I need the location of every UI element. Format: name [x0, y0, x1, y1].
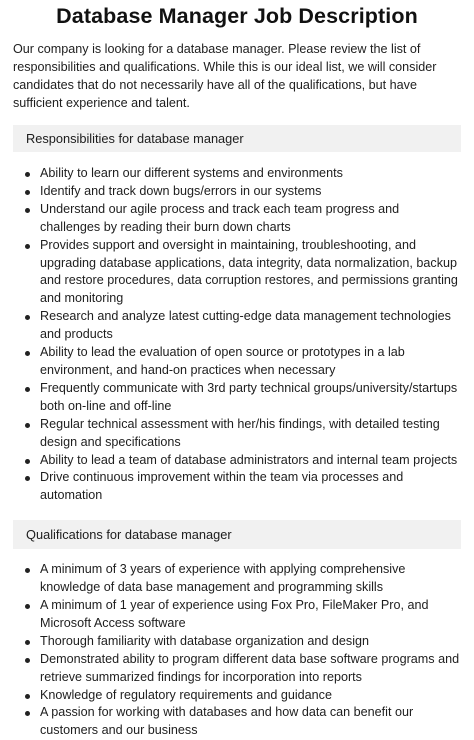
list-item: Provides support and oversight in maintaining, troubleshooting, and upgrading database applications, data integrity, data normalization, backup and restore procedures, data corruption restores, and permissions granting and monitoring — [13, 237, 461, 309]
qualifications-heading: Qualifications for database manager — [13, 520, 461, 549]
responsibilities-list — [13, 165, 461, 505]
list-item: Ability to lead a team of database administrators and internal team projects — [13, 452, 461, 470]
intro-paragraph: Our company is looking for a database manager. Please review the list of responsibilities and qualifications. While this is our ideal list, we will consider candidates that do not necessarily have all of the qualifications, but have sufficient experience and talent. — [13, 42, 437, 110]
list-item: Understand our agile process and track each team progress and challenges by reading their burn down charts — [13, 201, 461, 237]
list-item: Thorough familiarity with database organization and design — [13, 633, 461, 651]
list-item: Identify and track down bugs/errors in our systems — [13, 183, 461, 201]
page-title: Database Manager Job Description — [56, 4, 418, 28]
list-item: Ability to learn our different systems and environments — [13, 165, 461, 183]
list-item: Drive continuous improvement within the team via processes and automation — [13, 469, 461, 505]
list-item: A minimum of 1 year of experience using Fox Pro, FileMaker Pro, and Microsoft Access software — [13, 597, 461, 633]
list-item: A passion for working with databases and how data can benefit our customers and our business — [13, 704, 461, 740]
list-item: Research and analyze latest cutting-edge data management technologies and products — [13, 308, 461, 344]
list-item: Regular technical assessment with her/his findings, with detailed testing design and specifications — [13, 416, 461, 452]
list-item: Knowledge of regulatory requirements and guidance — [13, 687, 461, 705]
list-item: Demonstrated ability to program different data base software programs and retrieve summarized findings for incorporation into reports — [13, 651, 461, 687]
list-item: Frequently communicate with 3rd party technical groups/university/startups both on-line and off-line — [13, 380, 461, 416]
list-item: Ability to lead the evaluation of open source or prototypes in a lab environment, and hand-on practices when necessary — [13, 344, 461, 380]
responsibilities-heading: Responsibilities for database manager — [13, 125, 461, 152]
list-item: A minimum of 3 years of experience with applying comprehensive knowledge of data base management and programming skills — [13, 561, 461, 597]
qualifications-list — [13, 561, 461, 740]
